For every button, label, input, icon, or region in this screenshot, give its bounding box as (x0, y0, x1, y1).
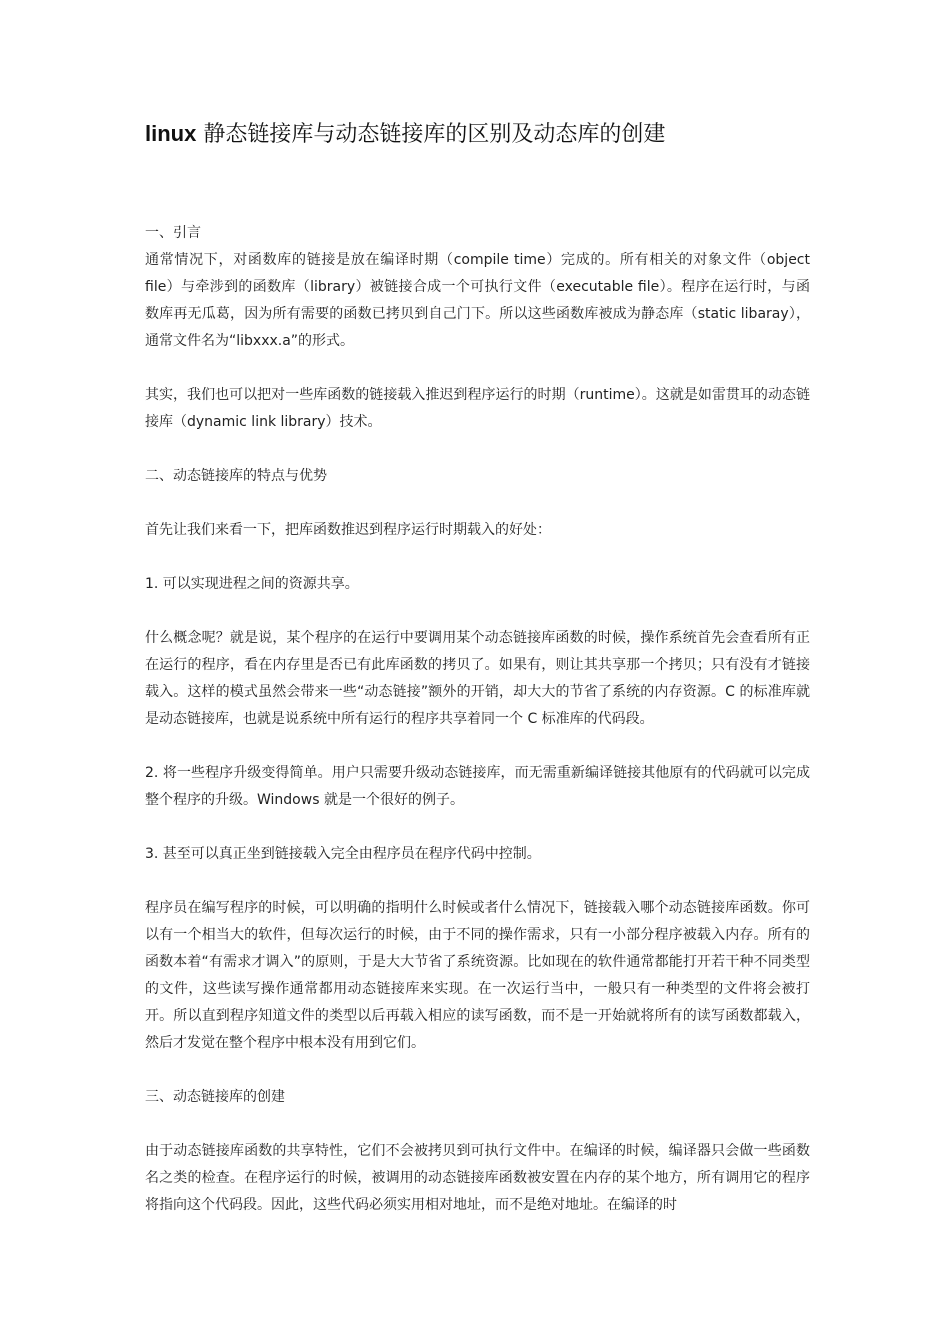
document-title (145, 116, 810, 153)
point-programmer-control: 3. 甚至可以真正坐到链接载入完全由程序员在程序代码中控制。 (145, 846, 541, 862)
title-chinese: 静态链接库与动态链接库的区别及动态库的创建 (196, 122, 666, 147)
point-easy-upgrade: 2. 将一些程序升级变得简单。用户只需要升级动态链接库，而无需重新编译链接其他原有的代码就可以完成整个程序的升级。Windows 就是一个很好的例子。 (145, 765, 810, 808)
paragraph-dynamic-library: 其实，我们也可以把对一些库函数的链接载入推迟到程序运行的时期（runtime）。这就是如雷贯耳的动态链接库（dynamic link library）技术。 (145, 387, 810, 430)
paragraph-creation-details: 由于动态链接库函数的共享特性，它们不会被拷贝到可执行文件中。在编译的时候，编译器只会做一些函数名之类的检查。在程序运行的时候，被调用的动态链接库函数被安置在内存的某个地方，所有调用它的程序将指向这个代码段。因此，这些代码必须实用相对地址，而不是绝对地址。在编译的时 (145, 1143, 810, 1213)
section-heading-creation: 三、动态链接库的创建 (145, 1089, 285, 1105)
paragraph-static-library: 通常情况下，对函数库的链接是放在编译时期（compile time）完成的。所有相关的对象文件（object file）与牵涉到的函数库（library）被链接合成一个可执行文件（executable file）。程序在运行时，与函数库再无瓜葛，因为所有需要的函数已拷贝到自己门下。所以这些函数库被成为静态库（static libaray），通常文件名为“libxxx.a”的形式。 (145, 252, 810, 349)
paragraph-sharing-explanation: 什么概念呢？就是说，某个程序的在运行中要调用某个动态链接库函数的时候，操作系统首先会查看所有正在运行的程序，看在内存里是否已有此库函数的拷贝了。如果有，则让其共享那一个拷贝；只有没有才链接载入。这样的模式虽然会带来一些“动态链接”额外的开销，却大大的节省了系统的内存资源。C 的标准库就是动态链接库，也就是说系统中所有运行的程序共享着同一个 C 标准库的代码段。 (145, 630, 810, 727)
section-heading-introduction: 一、引言 (145, 225, 201, 241)
point-resource-sharing: 1. 可以实现进程之间的资源共享。 (145, 576, 359, 592)
title-latin: linux (145, 121, 197, 146)
paragraph-load-on-demand: 程序员在编写程序的时候，可以明确的指明什么时候或者什么情况下，链接载入哪个动态链接库函数。你可以有一个相当大的软件，但每次运行的时候，由于不同的操作需求，只有一小部分程序被载入内存。所有的函数本着“有需求才调入”的原则，于是大大节省了系统资源。比如现在的软件通常都能打开若干种不同类型的文件，这些读写操作通常都用动态链接库来实现。在一次运行当中，一般只有一种类型的文件将会被打开。所以直到程序知道文件的类型以后再载入相应的读写函数，而不是一开始就将所有的读写函数都载入，然后才发觉在整个程序中根本没有用到它们。 (145, 900, 810, 1051)
section-heading-features: 二、动态链接库的特点与优势 (145, 468, 327, 484)
paragraph-benefits-intro: 首先让我们来看一下，把库函数推迟到程序运行时期载入的好处： (145, 522, 551, 538)
